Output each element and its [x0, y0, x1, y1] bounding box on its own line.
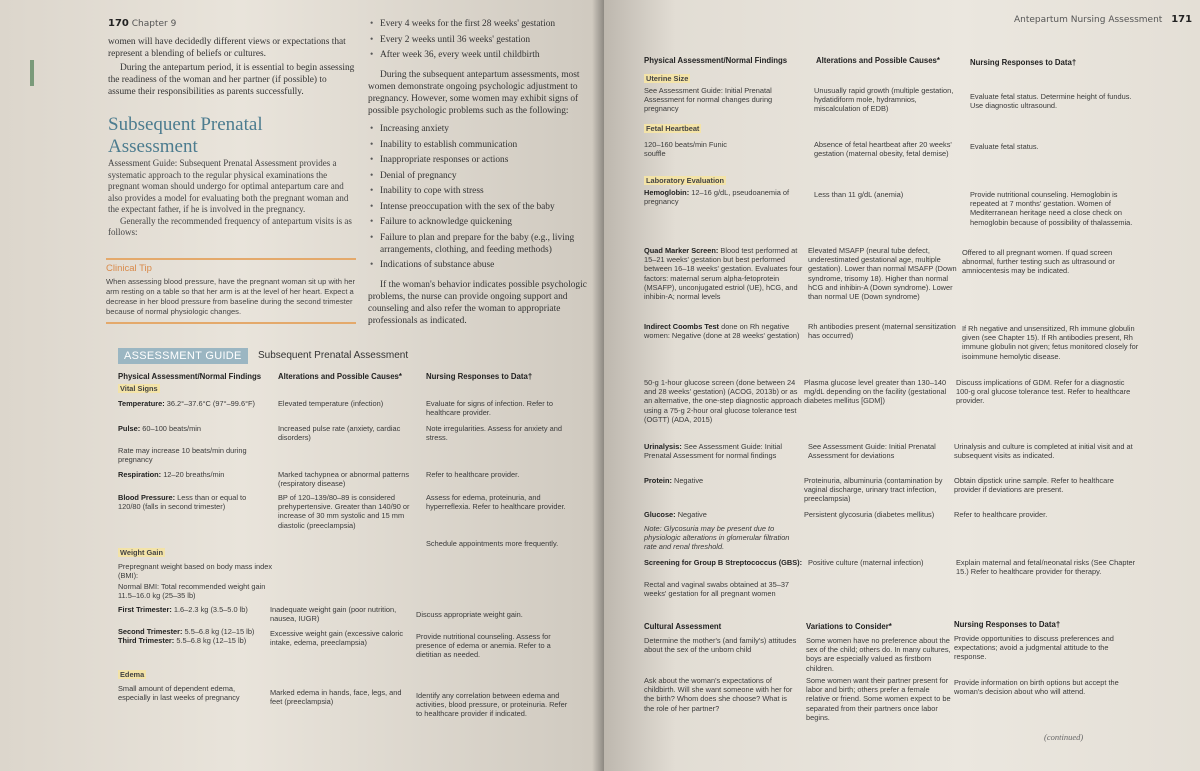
- column-header: Physical Assessment/Normal Findings: [644, 56, 788, 65]
- table-cell: Inadequate weight gain (poor nutrition, nausea, IUGR): [270, 605, 397, 624]
- cell-label: Protein:: [644, 476, 672, 485]
- table-cell: Prepregnant weight based on body mass index (BMI):: [118, 562, 273, 581]
- table-cell: Identify any correlation between edema and activities, blood pressure, or proteinuria. Refer to healthcare provider if indicated.: [416, 691, 568, 719]
- table-cell: Provide nutritional counseling. Hemoglobin is repeated at 7 months' gestation. Women of Mediterranean heritage need a close check on hemoglobin because of possibility of thalassemia.: [970, 190, 1133, 227]
- clinical-tip: [106, 264, 356, 317]
- tip-rule-bottom: [106, 322, 356, 324]
- cell-label: Second Trimester:: [118, 627, 183, 636]
- cell-label: Blood Pressure:: [118, 493, 176, 502]
- column-header: Nursing Responses to Data†: [970, 58, 1077, 67]
- list-item: • Inappropriate responses or actions: [368, 154, 590, 166]
- table-cell: [118, 493, 268, 511]
- list-item: • Intense preoccupation with the sex of the baby: [368, 201, 590, 213]
- cell-label: Pulse:: [118, 424, 141, 433]
- paragraph: Generally the recommended frequency of antepartum visits is as follows:: [108, 215, 352, 237]
- row-group-title: Weight Gain: [120, 548, 163, 557]
- table-cell: Evaluate fetal status.: [970, 142, 1039, 151]
- table-cell: BP of 120–139/80–89 is considered prehypertensive. Greater than 140/90 or increase of 30 mm systolic and 15 mm diastolic (preeclampsia): [278, 493, 410, 530]
- table-cell: Obtain dipstick urine sample. Refer to healthcare provider if deviations are present.: [954, 476, 1114, 495]
- table-cell: Evaluate fetal status. Determine height of fundus. Use diagnostic ultrasound.: [970, 92, 1132, 111]
- cell-value: 5.5–6.8 kg (12–15 lb): [184, 627, 255, 636]
- list-item: • Denial of pregnancy: [368, 170, 590, 182]
- table-cell: Determine the mother's (and family's) attitudes about the sex of the unborn child: [644, 636, 797, 655]
- cell-label: Temperature:: [118, 399, 165, 408]
- left-column-2: [368, 18, 590, 329]
- cell-label: Hemoglobin:: [644, 188, 690, 197]
- table-cell: [644, 558, 804, 567]
- cell-label: First Trimester:: [118, 605, 172, 614]
- table-cell: Note: Glycosuria may be present due to physiologic alterations in glomerular filtration rate and renal threshold.: [644, 524, 790, 552]
- list-item: • Every 4 weeks for the first 28 weeks' gestation: [368, 18, 590, 30]
- table-cell: Note irregularities. Assess for anxiety and stress.: [426, 424, 562, 443]
- table-cell: See Assessment Guide: Initial Prenatal Assessment for deviations: [808, 442, 936, 461]
- cell-value: Negative: [673, 476, 704, 485]
- cell-value: Blood test performed at 15–21 weeks' gestation but best performed between 16–18 weeks' gestation. Evaluates four factors: maternal serum alpha-fetoprotein (MSAFP), unconjugated estriol (UE), hCG, and inhibin-A; normal levels: [644, 246, 803, 302]
- table-cell: Less than 11 g/dL (anemia): [814, 190, 904, 199]
- cell-label: Third Trimester:: [118, 636, 175, 646]
- section-heading-line-2: Assessment: [108, 136, 198, 157]
- right-running-head: [1014, 14, 1192, 25]
- column-header: Nursing Responses to Data†: [954, 620, 1061, 629]
- table-cell: Provide opportunities to discuss preferences and expectations; avoid a judgmental attitude to the response.: [954, 634, 1114, 662]
- cell-value: Negative: [677, 510, 707, 519]
- list-item: • After week 36, every week until childbirth: [368, 49, 590, 61]
- cell-value: 60–100 beats/min: [142, 424, 202, 433]
- list-item: • Inability to establish communication: [368, 139, 590, 151]
- row-group-title: Vital Signs: [120, 384, 158, 393]
- table-cell: [118, 470, 273, 479]
- cell-label: Quad Marker Screen:: [644, 246, 719, 255]
- assessment-guide-label: ASSESSMENT GUIDE: [118, 348, 248, 364]
- table-cell: Refer to healthcare provider.: [426, 470, 520, 479]
- table-cell: Assess for edema, proteinuria, and hyperreflexia. Refer to healthcare provider.: [426, 493, 566, 512]
- cell-label: Urinalysis:: [644, 442, 682, 451]
- table-cell: [118, 627, 273, 645]
- left-column-1: [108, 36, 356, 100]
- assessment-guide-bar: [118, 346, 596, 364]
- column-header: Nursing Responses to Data†: [426, 372, 533, 381]
- tip-rule-top: [106, 258, 356, 260]
- list-item: • Failure to plan and prepare for the baby (e.g., living arrangements, clothing, and feeding methods): [368, 232, 590, 256]
- table-cell: Evaluate for signs of infection. Refer to healthcare provider.: [426, 399, 553, 418]
- page-edge-tab: [30, 60, 34, 86]
- cell-label: Glucose:: [644, 510, 676, 519]
- left-page-number: 170: [108, 18, 129, 29]
- left-assessment-table: [118, 370, 588, 770]
- table-cell: [644, 188, 804, 206]
- table-cell: Normal BMI: Total recommended weight gain 11.5–16.0 kg (25–35 lb): [118, 582, 266, 601]
- table-cell: Schedule appointments more frequently.: [426, 539, 559, 548]
- psych-problem-list: [368, 123, 590, 271]
- table-cell: 50-g 1-hour glucose screen (done between 24 and 28 weeks' gestation) (ACOG, 2013b) or as an alternative, the one-step diagnostic approach using a 75-g 2-hour oral glucose tolerance test (OGTT) (ADA, 2015): [644, 378, 802, 424]
- table-cell: [644, 322, 809, 340]
- table-cell: Explain maternal and fetal/neonatal risks (See Chapter 15.) Refer to healthcare provider for therapy.: [956, 558, 1136, 577]
- table-cell: Urinalysis and culture is completed at initial visit and at subsequent visits as indicated.: [954, 442, 1133, 461]
- column-header: Alterations and Possible Causes*: [278, 372, 402, 381]
- paragraph: During the antepartum period, it is essential to begin assessing the readiness of the woman and her partner (if possible) to assume their responsibilities as parents successfully.: [108, 63, 355, 97]
- list-item: • Increasing anxiety: [368, 123, 590, 135]
- table-cell: Ask about the woman's expectations of childbirth. Will she want someone with her for the birth? Whom does she choose? What is the role of her partner?: [644, 676, 793, 713]
- column-header: Alterations and Possible Causes*: [816, 56, 940, 65]
- table-cell: [644, 510, 804, 519]
- right-page: [604, 0, 1200, 771]
- cell-label: Screening for Group B Streptococcus (GBS):: [644, 558, 803, 567]
- table-cell: Absence of fetal heartbeat after 20 weeks' gestation (maternal obesity, fetal demise): [814, 140, 952, 159]
- table-cell: Persistent glycosuria (diabetes mellitus): [804, 510, 935, 519]
- cell-value: 5.5–6.8 kg (12–15 lb): [176, 636, 247, 646]
- paragraph: Assessment Guide: Subsequent Prenatal Assessment provides a systematic approach to the regular physical examinations the pregnant woman should undergo for optimal antepartum care and also provides a model for evaluating both the pregnant woman and the expectant father, if he is involved in the pregnancy.: [108, 158, 349, 214]
- cell-value: See Assessment Guide: Initial Prenatal Assessment for normal findings: [644, 442, 783, 461]
- table-cell: Discuss implications of GDM. Refer for a diagnostic 100-g oral glucose tolerance test. Refer to healthcare provider.: [956, 378, 1131, 406]
- table-cell: Increased pulse rate (anxiety, cardiac disorders): [278, 424, 401, 443]
- table-cell: Offered to all pregnant women. If quad screen abnormal, further testing such as ultrasound or amniocentesis may be indicated.: [962, 248, 1115, 276]
- column-header: Cultural Assessment: [644, 622, 722, 631]
- cell-value: done on Rh negative women: Negative (done at 28 weeks' gestation): [644, 322, 800, 341]
- table-cell: Plasma glucose level greater than 130–140 mg/dL depending on the facility (gestational diabetes mellitus [GDM]): [804, 378, 947, 406]
- cell-label: Respiration:: [118, 470, 162, 479]
- running-head-title: Antepartum Nursing Assessment: [1014, 15, 1163, 25]
- assessment-guide-name: Subsequent Prenatal Assessment: [258, 350, 409, 361]
- table-cell: 120–160 beats/min Funic souffle: [644, 140, 727, 159]
- cell-value: 36.2°–37.6°C (97°–99.6°F): [166, 399, 255, 408]
- table-cell: [118, 424, 273, 433]
- table-cell: Rh antibodies present (maternal sensitization has occurred): [808, 322, 956, 341]
- table-cell: [644, 476, 804, 485]
- table-cell: Marked tachypnea or abnormal patterns (respiratory disease): [278, 470, 410, 489]
- cell-value: 12–20 breaths/min: [163, 470, 225, 479]
- cell-value: 12–16 g/dL, pseudoanemia of pregnancy: [644, 188, 790, 207]
- row-group-title: Uterine Size: [646, 74, 689, 83]
- chapter-label: Chapter 9: [131, 19, 177, 29]
- row-group-title: Fetal Heartbeat: [646, 124, 700, 133]
- table-cell: Marked edema in hands, face, legs, and feet (preeclampsia): [270, 688, 402, 707]
- table-cell: If Rh negative and unsensitized, Rh immune globulin given (see Chapter 15). If Rh antibodies present, Rh immune globulin not given; fetus monitored closely for isoimmune hemolytic disease.: [962, 324, 1139, 361]
- cell-label: Indirect Coombs Test: [644, 322, 720, 331]
- visit-frequency-list: [368, 18, 590, 61]
- row-group-title: Edema: [120, 670, 145, 679]
- table-cell: Discuss appropriate weight gain.: [416, 610, 523, 619]
- table-cell: Refer to healthcare provider.: [954, 510, 1048, 519]
- right-assessment-table: [636, 50, 1192, 750]
- table-cell: Excessive weight gain (excessive caloric intake, edema, preeclampsia): [270, 629, 404, 648]
- right-page-number: 171: [1171, 14, 1193, 25]
- guide-intro: [108, 158, 356, 239]
- table-cell: Some women want their partner present for labor and birth; others prefer a female relative or friend. Some women expect to be separated from their partners once labor begins.: [806, 676, 951, 722]
- list-item: • Indications of substance abuse: [368, 259, 590, 271]
- table-cell: Positive culture (maternal infection): [808, 558, 924, 567]
- list-item: • Every 2 weeks until 36 weeks' gestation: [368, 34, 590, 46]
- clinical-tip-text: When assessing blood pressure, have the pregnant woman sit up with her arm resting on a table so that her arm is at the level of her heart. Expect a decrease in her blood pressure from baseline during the second trimester because of normal physiologic changes.: [106, 277, 356, 316]
- table-cell: Small amount of dependent edema, especially in last weeks of pregnancy: [118, 684, 240, 703]
- table-cell: [644, 246, 809, 301]
- list-item: • Inability to cope with stress: [368, 185, 590, 197]
- table-cell: [644, 442, 809, 460]
- cell-value: 1.6–2.3 kg (3.5–5.0 lb): [173, 605, 248, 614]
- table-cell: Provide nutritional counseling. Assess for presence of edema or anemia. Refer to a dietitian as needed.: [416, 632, 551, 660]
- continued-note: (continued): [1044, 732, 1084, 742]
- column-header: Variations to Consider*: [806, 622, 892, 631]
- table-cell: Rectal and vaginal swabs obtained at 35–37 weeks' gestation for all pregnant women: [644, 580, 790, 599]
- paragraph: women will have decidedly different views or expectations that represent a blending of beliefs or cultures.: [108, 37, 346, 59]
- table-cell: Elevated temperature (infection): [278, 399, 384, 408]
- row-group-title: Laboratory Evaluation: [646, 176, 725, 185]
- table-cell: Elevated MSAFP (neural tube defect, underestimated gestational age, multiple gestation). Lower than normal MSAFP (Down syndrome, trisomy 18). Higher than normal hCG and inhibin-A (Down syndrome). Lower than normal UE (Down syndrome): [808, 246, 957, 302]
- clinical-tip-title: Clinical Tip: [106, 263, 152, 274]
- table-cell: [118, 399, 273, 408]
- left-running-head: [108, 18, 176, 29]
- paragraph: During the subsequent antepartum assessments, most women demonstrate ongoing psychologic adjustment to pregnancy. However, some women may exhibit signs of possible psychologic problems such as the following:: [368, 70, 580, 116]
- table-cell: [118, 605, 273, 614]
- paragraph: If the woman's behavior indicates possible psychologic problems, the nurse can provide ongoing support and counseling and also refer the woman to appropriate professionals as indicated.: [368, 280, 587, 326]
- table-cell: See Assessment Guide: Initial Prenatal Assessment for normal changes during pregnancy: [644, 86, 773, 114]
- table-cell: Provide information on birth options but accept the woman's decision about who will attend.: [954, 678, 1119, 697]
- section-heading: [108, 114, 358, 158]
- table-cell: Rate may increase 10 beats/min during pregnancy: [118, 446, 247, 465]
- list-item: • Failure to acknowledge quickening: [368, 216, 590, 228]
- table-cell: Proteinuria, albuminuria (contamination by vaginal discharge, urinary tract infection, preeclampsia): [804, 476, 943, 504]
- table-cell: Some women have no preference about the sex of the child; others do. In many cultures, boys are especially valued as firstborn children.: [806, 636, 951, 673]
- section-heading-line-1: Subsequent Prenatal: [108, 114, 263, 135]
- table-cell: Unusually rapid growth (multiple gestation, hydatidiform mole, hydramnios, miscalculation of EDB): [814, 86, 954, 114]
- column-header: Physical Assessment/Normal Findings: [118, 372, 262, 381]
- cell-value: Less than or equal to 120/80 (falls in second trimester): [118, 493, 247, 512]
